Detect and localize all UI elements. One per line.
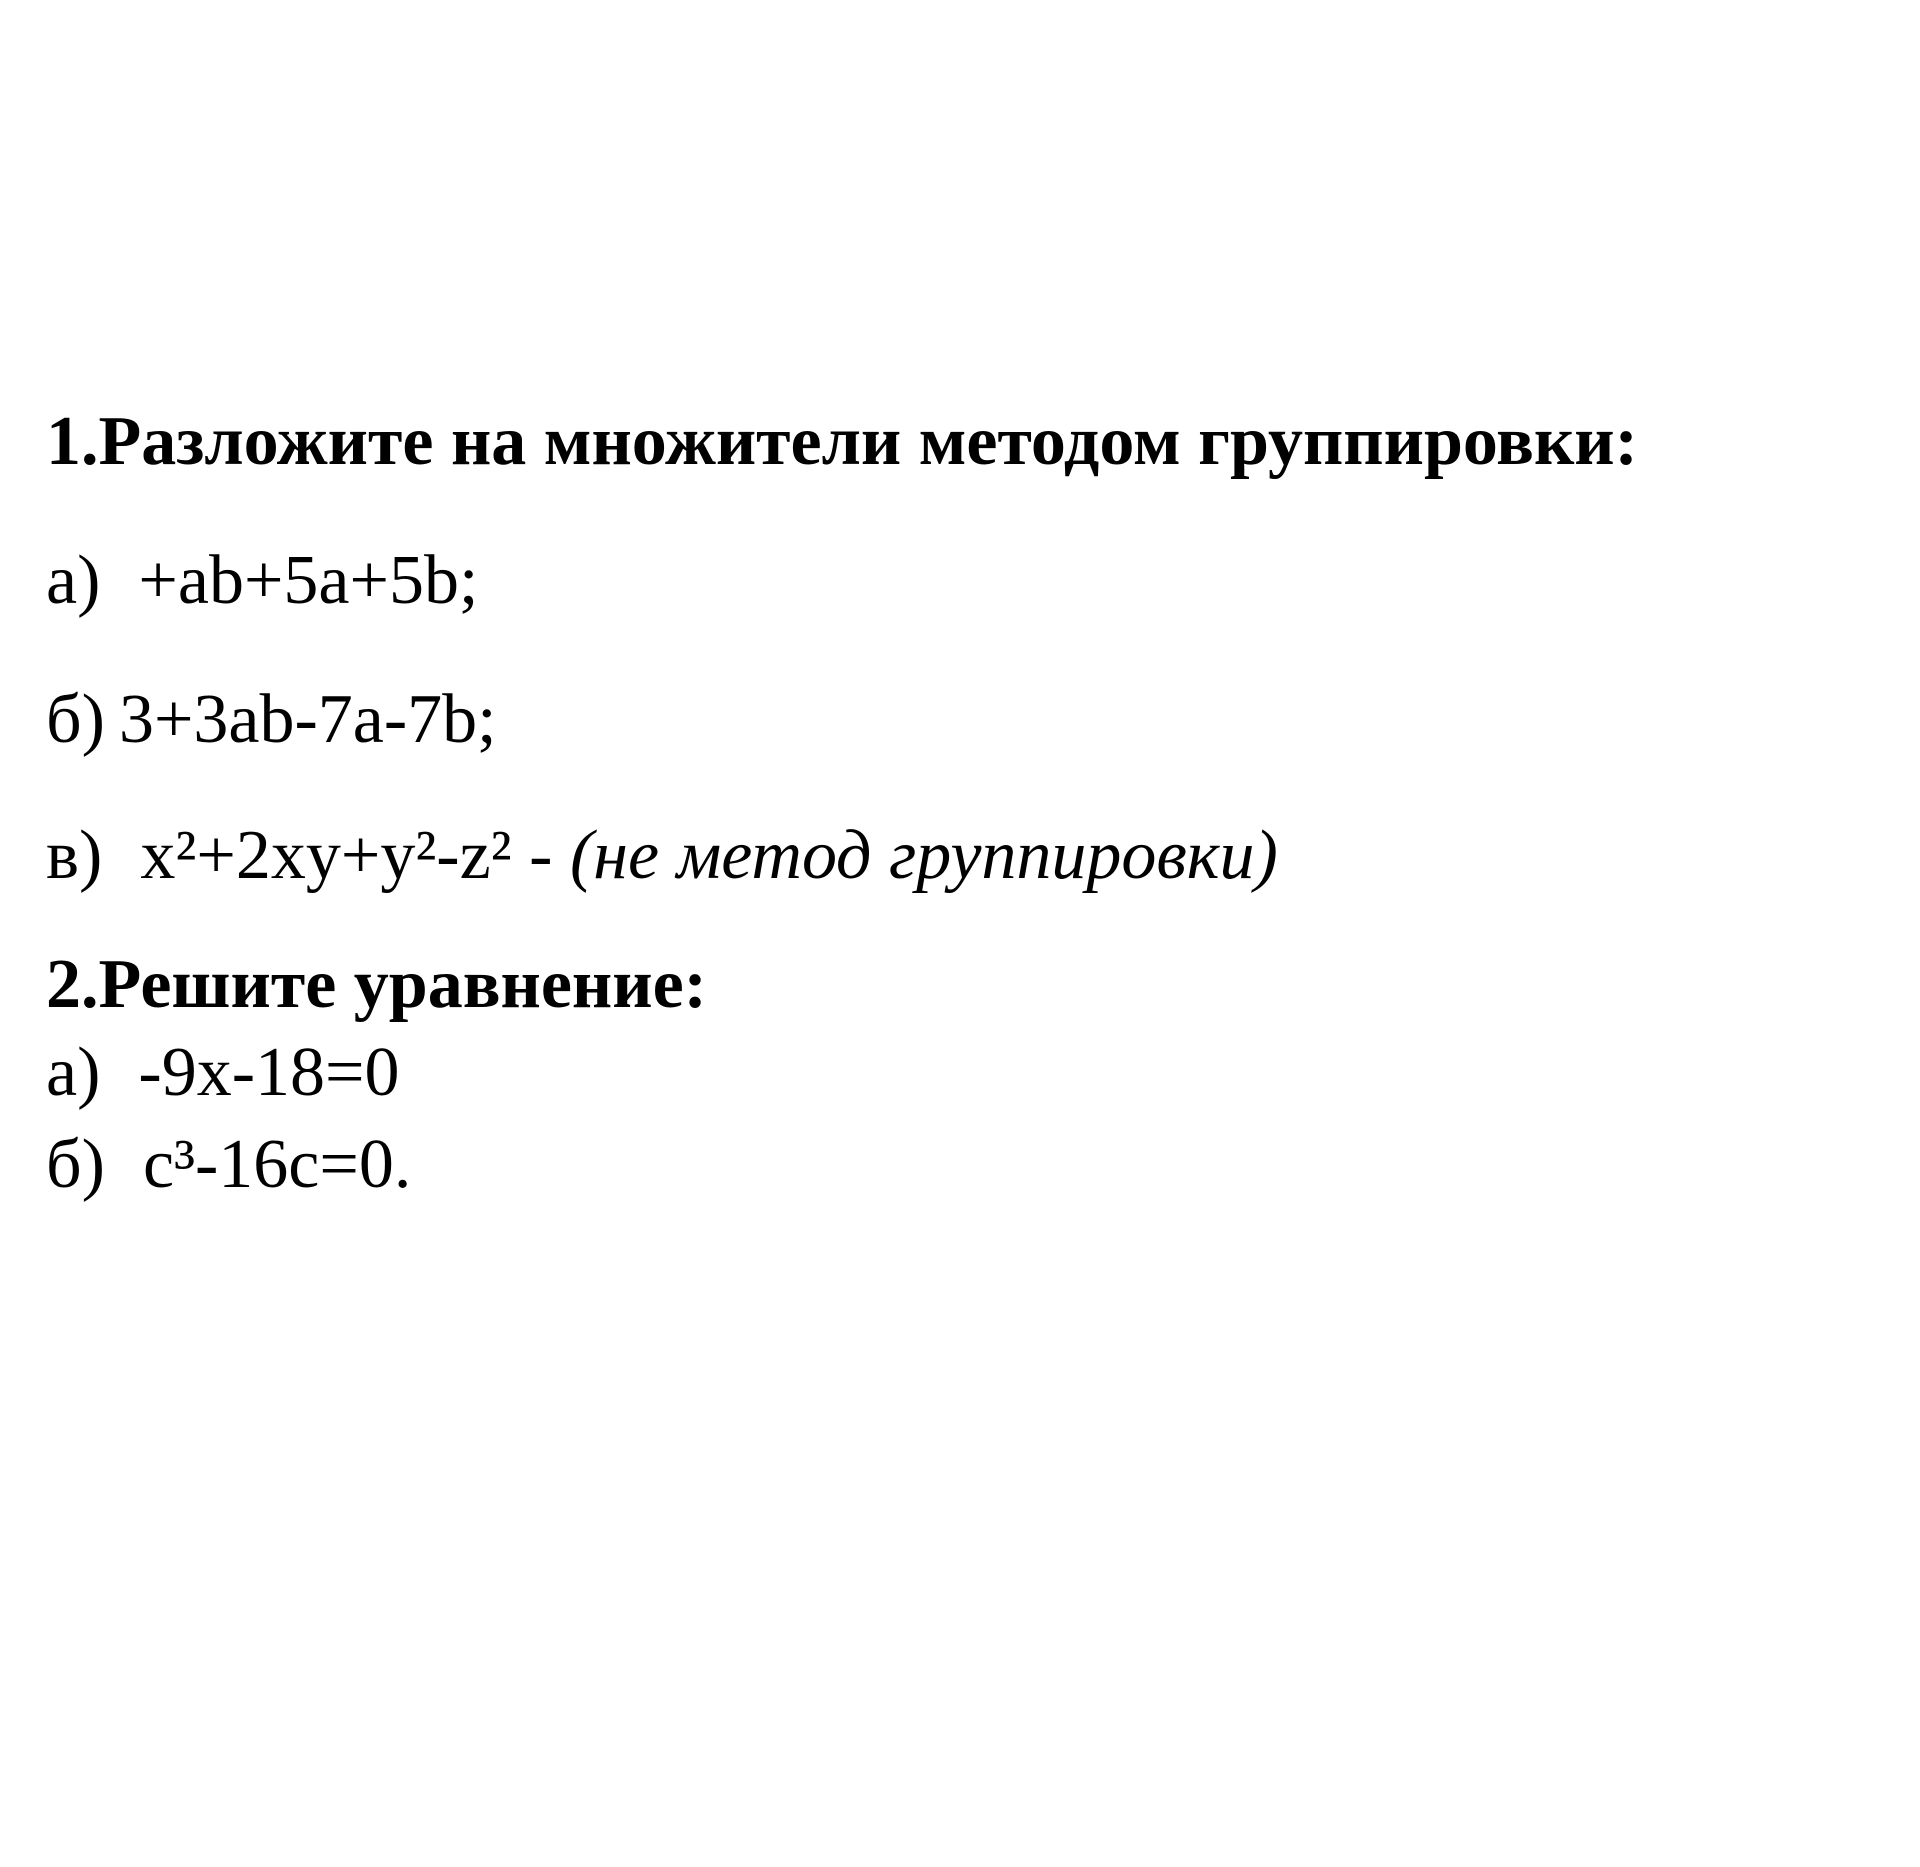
item-expression: 3+3ab-7a-7b; bbox=[118, 681, 497, 758]
item-label: а) bbox=[46, 542, 101, 619]
task2-item-b bbox=[46, 1126, 412, 1203]
item-expression: c³-16c=0. bbox=[142, 1126, 412, 1203]
worksheet bbox=[46, 0, 1886, 1867]
item-label: б) bbox=[46, 1126, 105, 1203]
task2-heading: 2.Решите уравнение: bbox=[46, 946, 707, 1023]
item-note: (не метод группировки) bbox=[569, 817, 1278, 894]
task1-item-a bbox=[46, 542, 479, 619]
item-label: б) bbox=[46, 681, 105, 758]
item-expression: +ab+5a+5b; bbox=[138, 542, 479, 619]
task2-item-a bbox=[46, 1034, 400, 1111]
item-label: в) bbox=[46, 817, 103, 894]
task1-item-b bbox=[46, 681, 497, 758]
task1-heading: 1.Разложите на множители методом группировки: bbox=[46, 403, 1638, 480]
item-expression: x²+2xy+y²-z² - bbox=[140, 817, 553, 894]
item-expression: -9x-18=0 bbox=[138, 1034, 400, 1111]
item-label: а) bbox=[46, 1034, 101, 1111]
task1-item-c bbox=[46, 817, 1278, 894]
